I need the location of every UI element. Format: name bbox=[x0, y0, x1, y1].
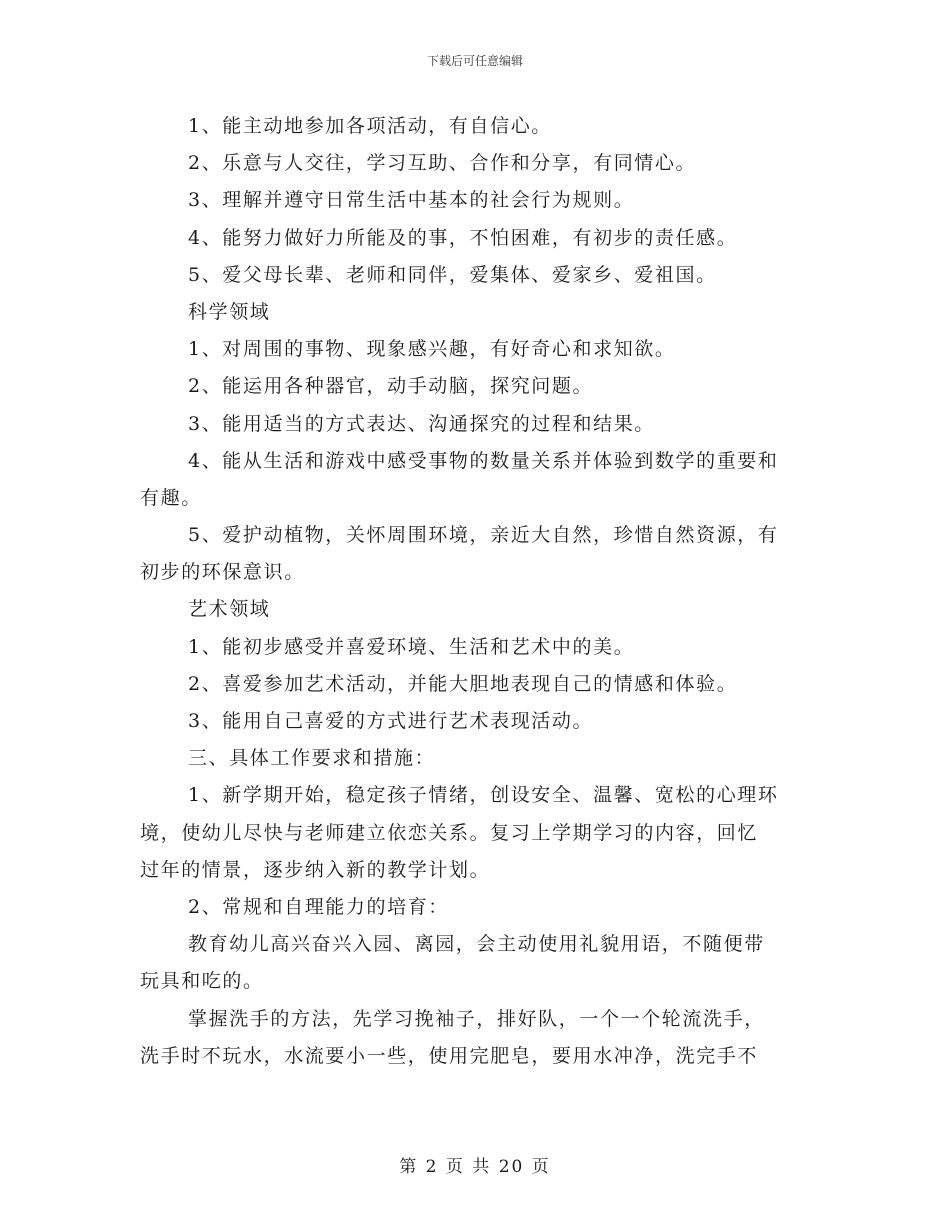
paragraph-line: 1、对周围的事物、现象感兴趣，有好奇心和求知欲。 bbox=[188, 338, 676, 361]
paragraph-line: 4、能努力做好力所能及的事，不怕困难，有初步的责任感。 bbox=[188, 226, 738, 249]
paragraph-line: 2、喜爱参加艺术活动，并能大胆地表现自己的情感和体验。 bbox=[188, 672, 738, 695]
paragraph-line: 过年的情景，逐步纳入新的教学计划。 bbox=[140, 858, 491, 881]
page-header: 下载后可任意编辑 bbox=[426, 54, 523, 68]
paragraph-line: 4、能从生活和游戏中感受事物的数量关系并体验到数学的重要和 bbox=[188, 449, 779, 472]
paragraph-line: 洗手时不玩水，水流要小一些，使用完肥皂，要用水冲净，洗完手不 bbox=[140, 1044, 759, 1067]
paragraph-line: 1、能初步感受并喜爱环境、生活和艺术中的美。 bbox=[188, 635, 635, 658]
paragraph-line: 初步的环保意识。 bbox=[140, 561, 305, 584]
paragraph-line: 掌握洗手的方法，先学习挽袖子，排好队，一个一个轮流洗手， bbox=[188, 1007, 765, 1030]
paragraph-line: 1、新学期开始，稳定孩子情绪，创设安全、温馨、宽松的心理环 bbox=[188, 784, 779, 807]
paragraph-line: 有趣。 bbox=[140, 486, 202, 509]
paragraph-line: 教育幼儿高兴奋兴入园、离园，会主动使用礼貌用语，不随便带 bbox=[188, 933, 765, 956]
paragraph-line: 3、能用适当的方式表达、沟通探究的过程和结果。 bbox=[188, 412, 655, 435]
section-heading: 科学领域 bbox=[188, 300, 271, 323]
paragraph-line: 玩具和吃的。 bbox=[140, 970, 264, 993]
paragraph-line: 5、爱护动植物，关怀周围环境，亲近大自然，珍惜自然资源，有 bbox=[188, 524, 779, 547]
paragraph-line: 3、理解并遵守日常生活中基本的社会行为规则。 bbox=[188, 189, 635, 212]
paragraph-line: 2、能运用各种器官，动手动脑，探究问题。 bbox=[188, 375, 594, 398]
page-footer: 第 2 页 共 20 页 bbox=[399, 1157, 551, 1177]
document-body bbox=[140, 108, 810, 1075]
paragraph-line: 2、常规和自理能力的培育： bbox=[188, 895, 449, 918]
paragraph-line: 5、爱父母长辈、老师和同伴，爱集体、爱家乡、爱祖国。 bbox=[188, 263, 717, 286]
paragraph-line: 3、能用自己喜爱的方式进行艺术表现活动。 bbox=[188, 710, 594, 732]
section-heading: 三、具体工作要求和措施： bbox=[188, 747, 436, 770]
paragraph-line: 2、乐意与人交往，学习互助、合作和分享，有同情心。 bbox=[188, 152, 697, 175]
paragraph-line: 境，使幼儿尽快与老师建立依恋关系。复习上学期学习的内容，回忆 bbox=[140, 821, 759, 844]
paragraph-line: 1、能主动地参加各项活动，有自信心。 bbox=[188, 115, 552, 137]
section-heading: 艺术领域 bbox=[188, 598, 271, 621]
